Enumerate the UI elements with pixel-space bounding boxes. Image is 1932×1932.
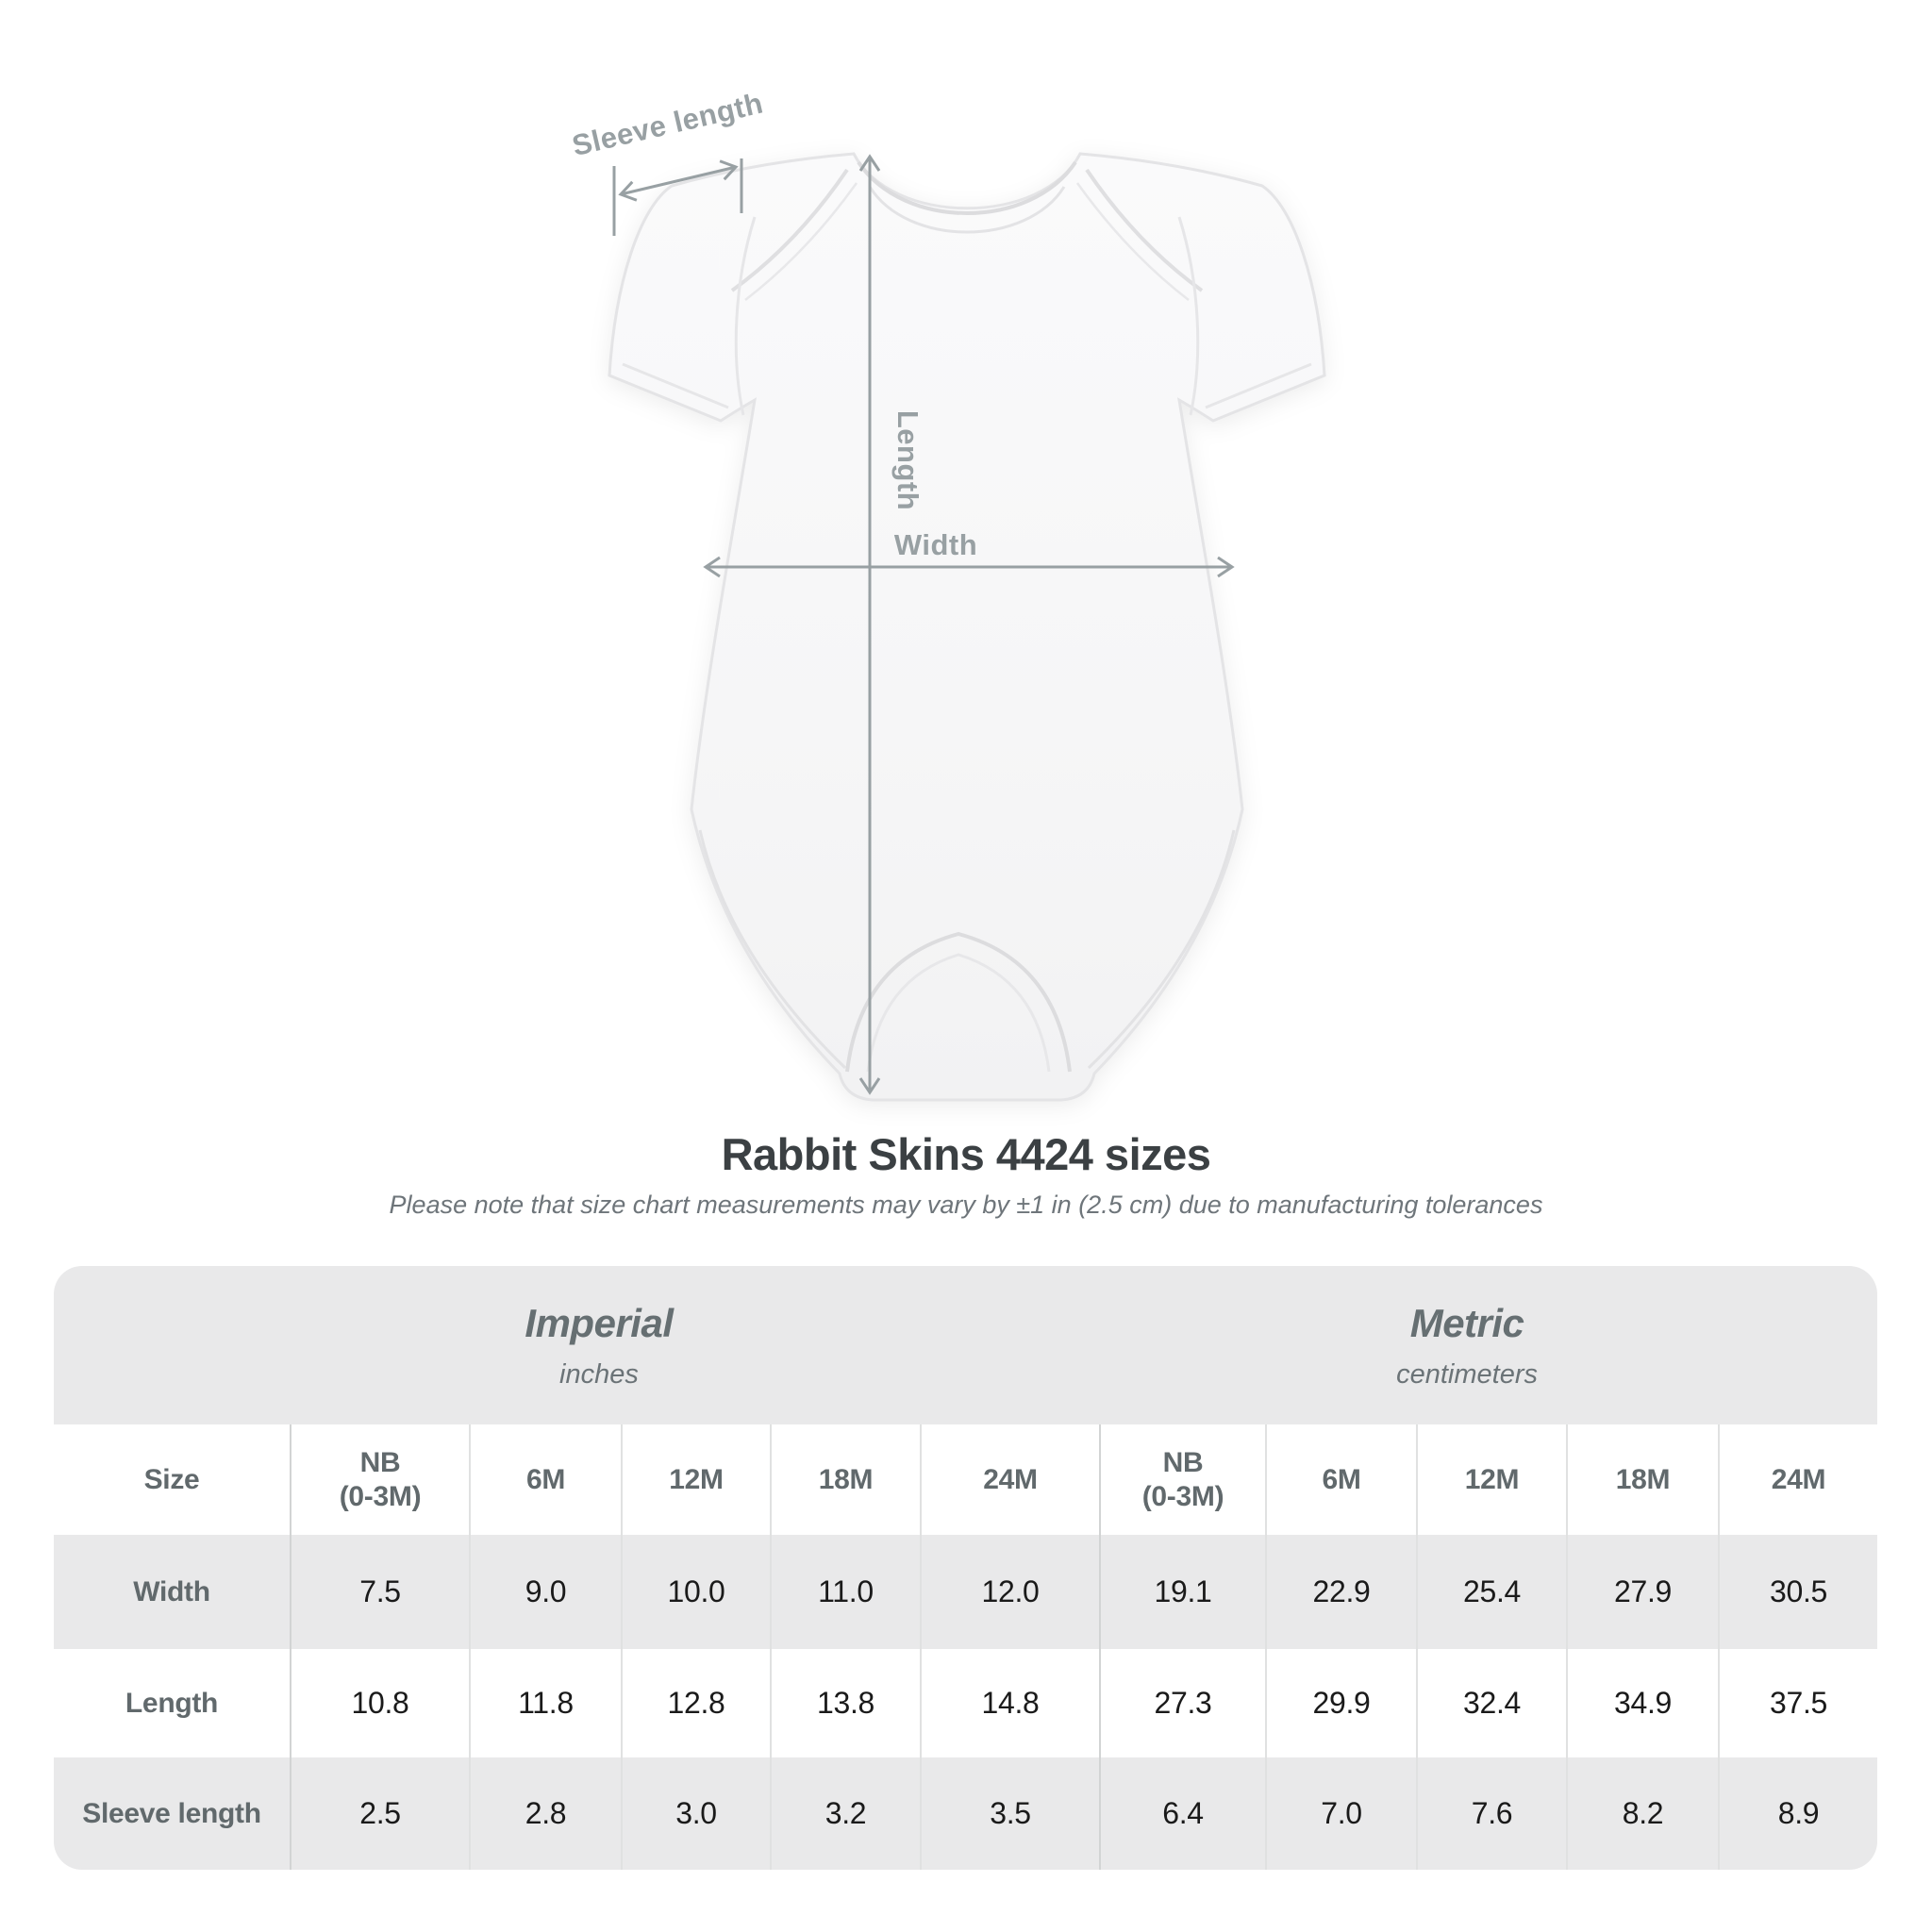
imperial-unit-label: inches: [559, 1358, 639, 1390]
sleeve-length-label: Sleeve length: [569, 86, 767, 163]
col-header-line1: 6M: [525, 1463, 566, 1495]
value-cell: 9.0: [469, 1535, 621, 1649]
imperial-label: Imperial: [525, 1300, 674, 1345]
value-cell: 14.8: [920, 1649, 1099, 1757]
value-cell: 32.4: [1416, 1649, 1566, 1757]
value-cell: 25.4: [1416, 1535, 1566, 1649]
col-header-12m-metric: [1416, 1424, 1566, 1535]
column-header-row: [54, 1424, 1877, 1535]
col-header-nb-imperial: [290, 1424, 469, 1535]
value-cell: 34.9: [1566, 1649, 1718, 1757]
value-cell: 11.0: [770, 1535, 920, 1649]
value-cell: 3.2: [770, 1757, 920, 1870]
col-header-18m-imperial: [770, 1424, 920, 1535]
row-label: Sleeve length: [82, 1797, 261, 1829]
unit-band: [54, 1266, 1877, 1424]
value-cell: 13.8: [770, 1649, 920, 1757]
value-cell: 37.5: [1718, 1649, 1877, 1757]
col-header-line1: 6M: [1322, 1463, 1361, 1495]
col-header-line1: 12M: [1464, 1463, 1520, 1495]
col-header-24m-metric: [1718, 1424, 1877, 1535]
col-header-size: Size: [143, 1463, 200, 1495]
value-cell: 27.3: [1099, 1649, 1265, 1757]
row-label: Width: [133, 1575, 210, 1607]
col-header-6m-imperial: [469, 1424, 621, 1535]
col-header-line1: 18M: [1615, 1463, 1671, 1495]
col-header-12m-imperial: [621, 1424, 770, 1535]
value-cell: 7.6: [1416, 1757, 1566, 1870]
value-cell: 3.5: [920, 1757, 1099, 1870]
col-header-18m-metric: [1566, 1424, 1718, 1535]
value-cell: 3.0: [621, 1757, 770, 1870]
value-cell: 27.9: [1566, 1535, 1718, 1649]
value-cell: 12.8: [621, 1649, 770, 1757]
width-label: Width: [893, 528, 978, 561]
col-header-24m-imperial: [920, 1424, 1099, 1535]
col-header-line2: (0-3M): [1141, 1480, 1224, 1512]
value-cell: 10.0: [621, 1535, 770, 1649]
value-cell: 6.4: [1099, 1757, 1265, 1870]
col-header-line1: NB: [359, 1446, 401, 1478]
col-header-line1: 18M: [818, 1463, 874, 1495]
row-label: Length: [125, 1687, 219, 1719]
value-cell: 30.5: [1718, 1535, 1877, 1649]
imperial-section-header: [525, 1266, 673, 1424]
value-cell: 7.5: [290, 1535, 469, 1649]
col-header-line1: NB: [1162, 1446, 1204, 1478]
col-header-line1: 24M: [983, 1463, 1038, 1495]
page-subtitle: Please note that size chart measurements may vary by ±1 in (2.5 cm) due to manufacturing tolerances: [389, 1191, 1543, 1219]
length-label: Length: [891, 409, 924, 511]
value-cell: 22.9: [1265, 1535, 1416, 1649]
metric-unit-label: centimeters: [1396, 1358, 1539, 1390]
col-header-line1: 24M: [1771, 1463, 1826, 1495]
page-title: Rabbit Skins 4424 sizes: [721, 1129, 1211, 1179]
value-cell: 12.0: [920, 1535, 1099, 1649]
value-cell: 19.1: [1099, 1535, 1265, 1649]
value-cell: 8.2: [1566, 1757, 1718, 1870]
value-cell: 7.0: [1265, 1757, 1416, 1870]
table-row-width: [54, 1535, 1877, 1649]
metric-label: Metric: [1409, 1300, 1524, 1345]
value-cell: 29.9: [1265, 1649, 1416, 1757]
col-header-6m-metric: [1265, 1424, 1416, 1535]
size-table: [54, 1266, 1877, 1870]
table-row-length: [54, 1649, 1877, 1757]
value-cell: 8.9: [1718, 1757, 1877, 1870]
value-cell: 2.5: [290, 1757, 469, 1870]
table-row-sleeve-length: [54, 1757, 1877, 1870]
col-header-nb-metric: [1099, 1424, 1265, 1535]
col-header-line1: 12M: [669, 1463, 724, 1495]
metric-section-header: [1396, 1266, 1538, 1424]
col-header-line2: (0-3M): [339, 1480, 422, 1512]
value-cell: 2.8: [469, 1757, 621, 1870]
value-cell: 10.8: [290, 1649, 469, 1757]
value-cell: 11.8: [469, 1649, 621, 1757]
bodysuit-illustration: [609, 154, 1324, 1100]
